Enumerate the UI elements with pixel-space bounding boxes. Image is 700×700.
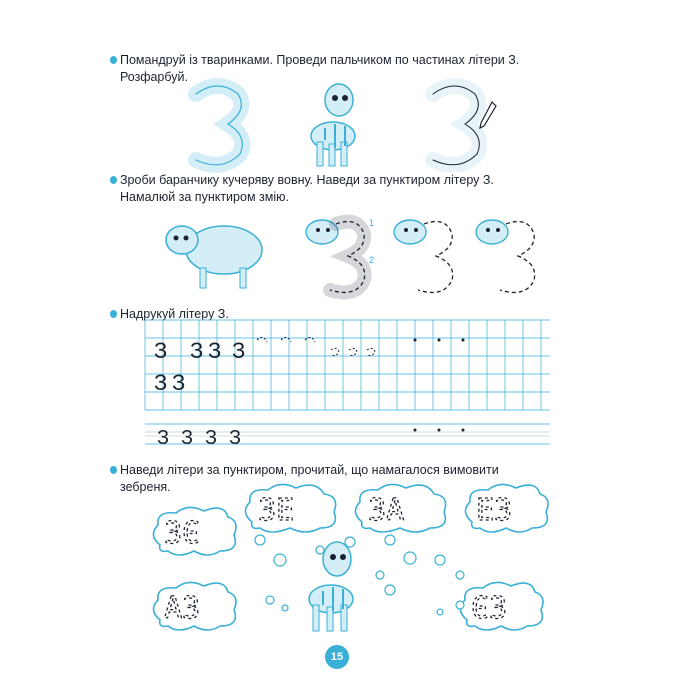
bubble-text: ЗЄ (164, 516, 201, 551)
grid-letter: З (190, 338, 204, 363)
task-4-instruction: Наведи літери за пунктиром, прочитай, що намагалося вимовити зебреня. (120, 462, 550, 496)
bubble-text: ЗА (368, 493, 405, 528)
cloud-bubble-ze (240, 482, 340, 534)
cloud-bubble-za (350, 482, 450, 534)
trace-letter-outline (425, 80, 485, 170)
zebra-illustration (295, 78, 365, 170)
bullet-icon (110, 466, 117, 474)
task-3-instruction: Надрукуй літеру З. (120, 306, 550, 323)
writing-lines (145, 420, 550, 450)
snake-letter-1 (300, 210, 380, 300)
snake-letter-3 (470, 210, 550, 300)
bubble-text: ЕЗ (476, 493, 513, 528)
grid-letter: З (208, 338, 222, 363)
grid-letter: З (172, 370, 186, 395)
stroke-number-2: 2 (369, 255, 375, 265)
thought-dots (240, 530, 500, 620)
sheep-illustration (160, 210, 270, 292)
bubble-text: ЗЕ (258, 493, 295, 528)
snake-letter-2 (388, 210, 468, 300)
line-letter: З (205, 427, 218, 449)
page-number: 15 (325, 645, 349, 669)
line-letter: З (157, 427, 170, 449)
line-letter: З (229, 427, 242, 449)
cloud-bubble-az (148, 580, 238, 632)
task-2-instruction: Зроби баранчику кучеряву вовну. Наведи за пунктиром літеру З. Намалюй за пунктиром змію. (120, 172, 550, 206)
bullet-icon (110, 310, 117, 318)
zebra-illustration (293, 535, 365, 635)
writing-grid (145, 320, 550, 410)
grid-letter: З (154, 370, 168, 395)
task-1-instruction: Помандруй із тваринками. Проведи пальчиком по частинах літери З. Розфарбуй. (120, 52, 550, 86)
bullet-icon (110, 56, 117, 64)
stroke-number-1: 1 (369, 218, 375, 228)
line-letter: З (181, 427, 194, 449)
grid-letter: З (232, 338, 246, 363)
bullet-icon (110, 176, 117, 184)
big-letter-outline (188, 80, 248, 170)
grid-letter: З (154, 338, 168, 363)
cloud-bubble-ez (460, 482, 550, 534)
pencil-icon (478, 100, 498, 130)
bubble-text: АЗ (164, 591, 201, 626)
bubble-text: ЄЗ (471, 591, 508, 626)
cloud-bubble-zye (148, 505, 238, 557)
